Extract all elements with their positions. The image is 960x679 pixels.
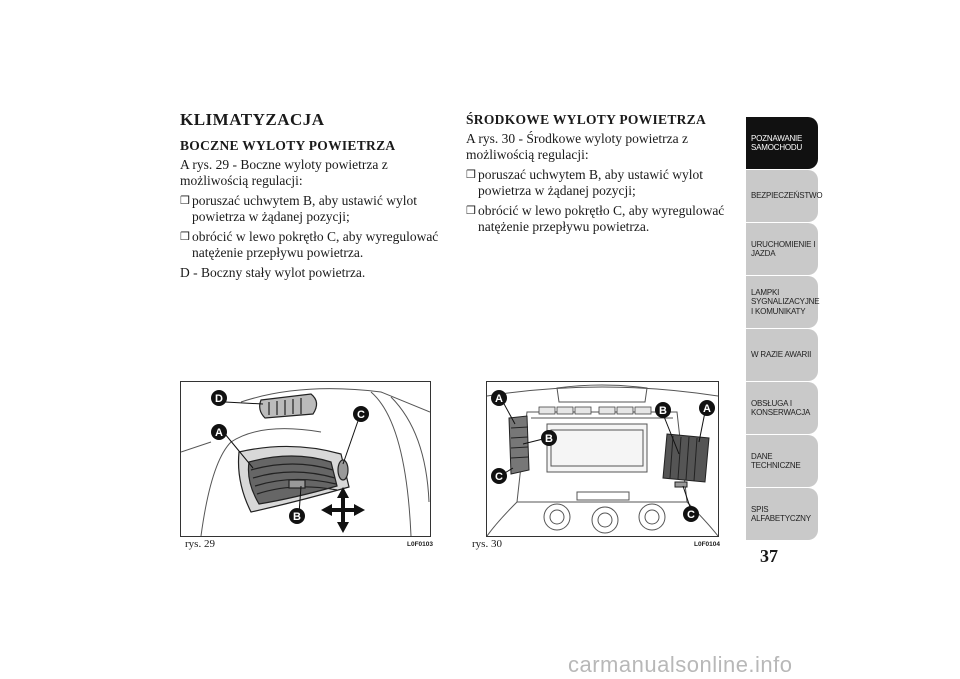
- right-column: [466, 112, 741, 239]
- chapter-tab-3[interactable]: [746, 223, 818, 275]
- chapter-tab-line: SYGNALIZACYJNE: [751, 297, 820, 307]
- label-c: C: [495, 471, 503, 483]
- chapter-tab-7[interactable]: [746, 435, 818, 487]
- checkbox-bullet-icon: ❒: [466, 205, 476, 217]
- left-column: [180, 112, 450, 285]
- chapter-tab-label: [751, 399, 810, 418]
- chapter-tab-line: ALFABETYCZNY: [751, 514, 811, 523]
- label-b: B: [293, 511, 301, 523]
- figure-30-caption: rys. 30: [472, 538, 502, 550]
- bullet-text: poruszać uchwytem B, aby ustawić wylot powietrza w żądanej pozycji;: [192, 193, 417, 224]
- label-d: D: [215, 393, 223, 405]
- checkbox-bullet-icon: ❒: [180, 195, 190, 207]
- chapter-tab-line: W RAZIE AWARII: [751, 350, 812, 360]
- chapter-tab-line: POZNAWANIE: [751, 133, 803, 143]
- figure-29-caption: rys. 29: [185, 538, 215, 550]
- bullet-item: [180, 229, 450, 261]
- chapter-tab-line: I KOMUNIKATY: [751, 306, 806, 316]
- chapter-tab-label: [751, 191, 822, 201]
- chapter-tab-label: [751, 134, 802, 153]
- chapter-tabs: [746, 117, 823, 541]
- chapter-tab-line: TECHNICZNE: [751, 461, 801, 470]
- bullet-item: [466, 203, 741, 235]
- chapter-tab-line: SAMOCHODU: [751, 143, 803, 152]
- chapter-tab-line: DANE: [751, 451, 773, 461]
- chapter-tab-line: OBSŁUGA I: [751, 398, 792, 408]
- label-b: B: [659, 405, 667, 417]
- chapter-tab-line: LAMPKI: [751, 287, 780, 297]
- chapter-tab-line: KONSERWACJA: [751, 408, 811, 417]
- fixed-vent-note: D - Boczny stały wylot powietrza.: [180, 265, 366, 280]
- chapter-tab-line: URUCHOMIENIE I: [751, 239, 816, 249]
- chapter-tab-label: [751, 240, 815, 259]
- chapter-tab-label: [751, 505, 811, 524]
- center-vents-heading: ŚRODKOWE WYLOTY POWIETRZA: [466, 112, 707, 127]
- label-a: A: [703, 403, 711, 415]
- figure-30-center-vent-illustration: [486, 381, 719, 537]
- figure-29-side-vent-illustration: [180, 381, 431, 537]
- center-vent-drawing: [487, 382, 718, 536]
- bullet-text: obrócić w lewo pokrętło C, aby wyregulować natężenie przepływu powietrza.: [192, 229, 439, 260]
- chapter-tab-line: BEZPIECZEŃSTWO: [751, 191, 823, 201]
- bullet-item: [180, 193, 450, 225]
- bullet-item: [466, 167, 741, 199]
- label-a: A: [495, 393, 503, 405]
- chapter-tab-8[interactable]: [746, 488, 818, 540]
- chapter-tab-label: [751, 452, 801, 471]
- figure-30-code: L0F0104: [694, 541, 721, 548]
- chapter-tab-label: [751, 350, 811, 360]
- chapter-tab-4[interactable]: [746, 276, 818, 328]
- label-c: C: [687, 509, 695, 521]
- chapter-tab-label: [751, 288, 819, 317]
- bullet-text: obrócić w lewo pokrętło C, aby wyregulować natężenie przepływu powietrza.: [478, 203, 725, 234]
- center-vents-intro: A rys. 30 - Środkowe wyloty powietrza z możliwością regulacji:: [466, 131, 688, 162]
- label-b: B: [545, 433, 553, 445]
- chapter-tab-line: SPIS: [751, 504, 769, 514]
- label-a: A: [215, 427, 223, 439]
- watermark: carmanualsonline.info: [568, 652, 793, 677]
- section-title: KLIMATYZACJA: [180, 110, 325, 129]
- side-vents-intro: A rys. 29 - Boczne wyloty powietrza z możliwością regulacji:: [180, 157, 388, 188]
- page-number: 37: [760, 546, 778, 566]
- chapter-tab-1[interactable]: [746, 117, 818, 169]
- chapter-tab-6[interactable]: [746, 382, 818, 434]
- chapter-tab-line: JAZDA: [751, 249, 776, 258]
- label-c: C: [357, 409, 365, 421]
- side-vents-heading: BOCZNE WYLOTY POWIETRZA: [180, 138, 396, 153]
- chapter-tab-2[interactable]: [746, 170, 823, 222]
- chapter-tab-5[interactable]: [746, 329, 818, 381]
- figure-29-code: L0F0103: [407, 541, 434, 548]
- bullet-text: poruszać uchwytem B, aby ustawić wylot powietrza w żądanej pozycji;: [478, 167, 703, 198]
- side-vent-drawing: [181, 382, 430, 536]
- checkbox-bullet-icon: ❒: [180, 231, 190, 243]
- checkbox-bullet-icon: ❒: [466, 169, 476, 181]
